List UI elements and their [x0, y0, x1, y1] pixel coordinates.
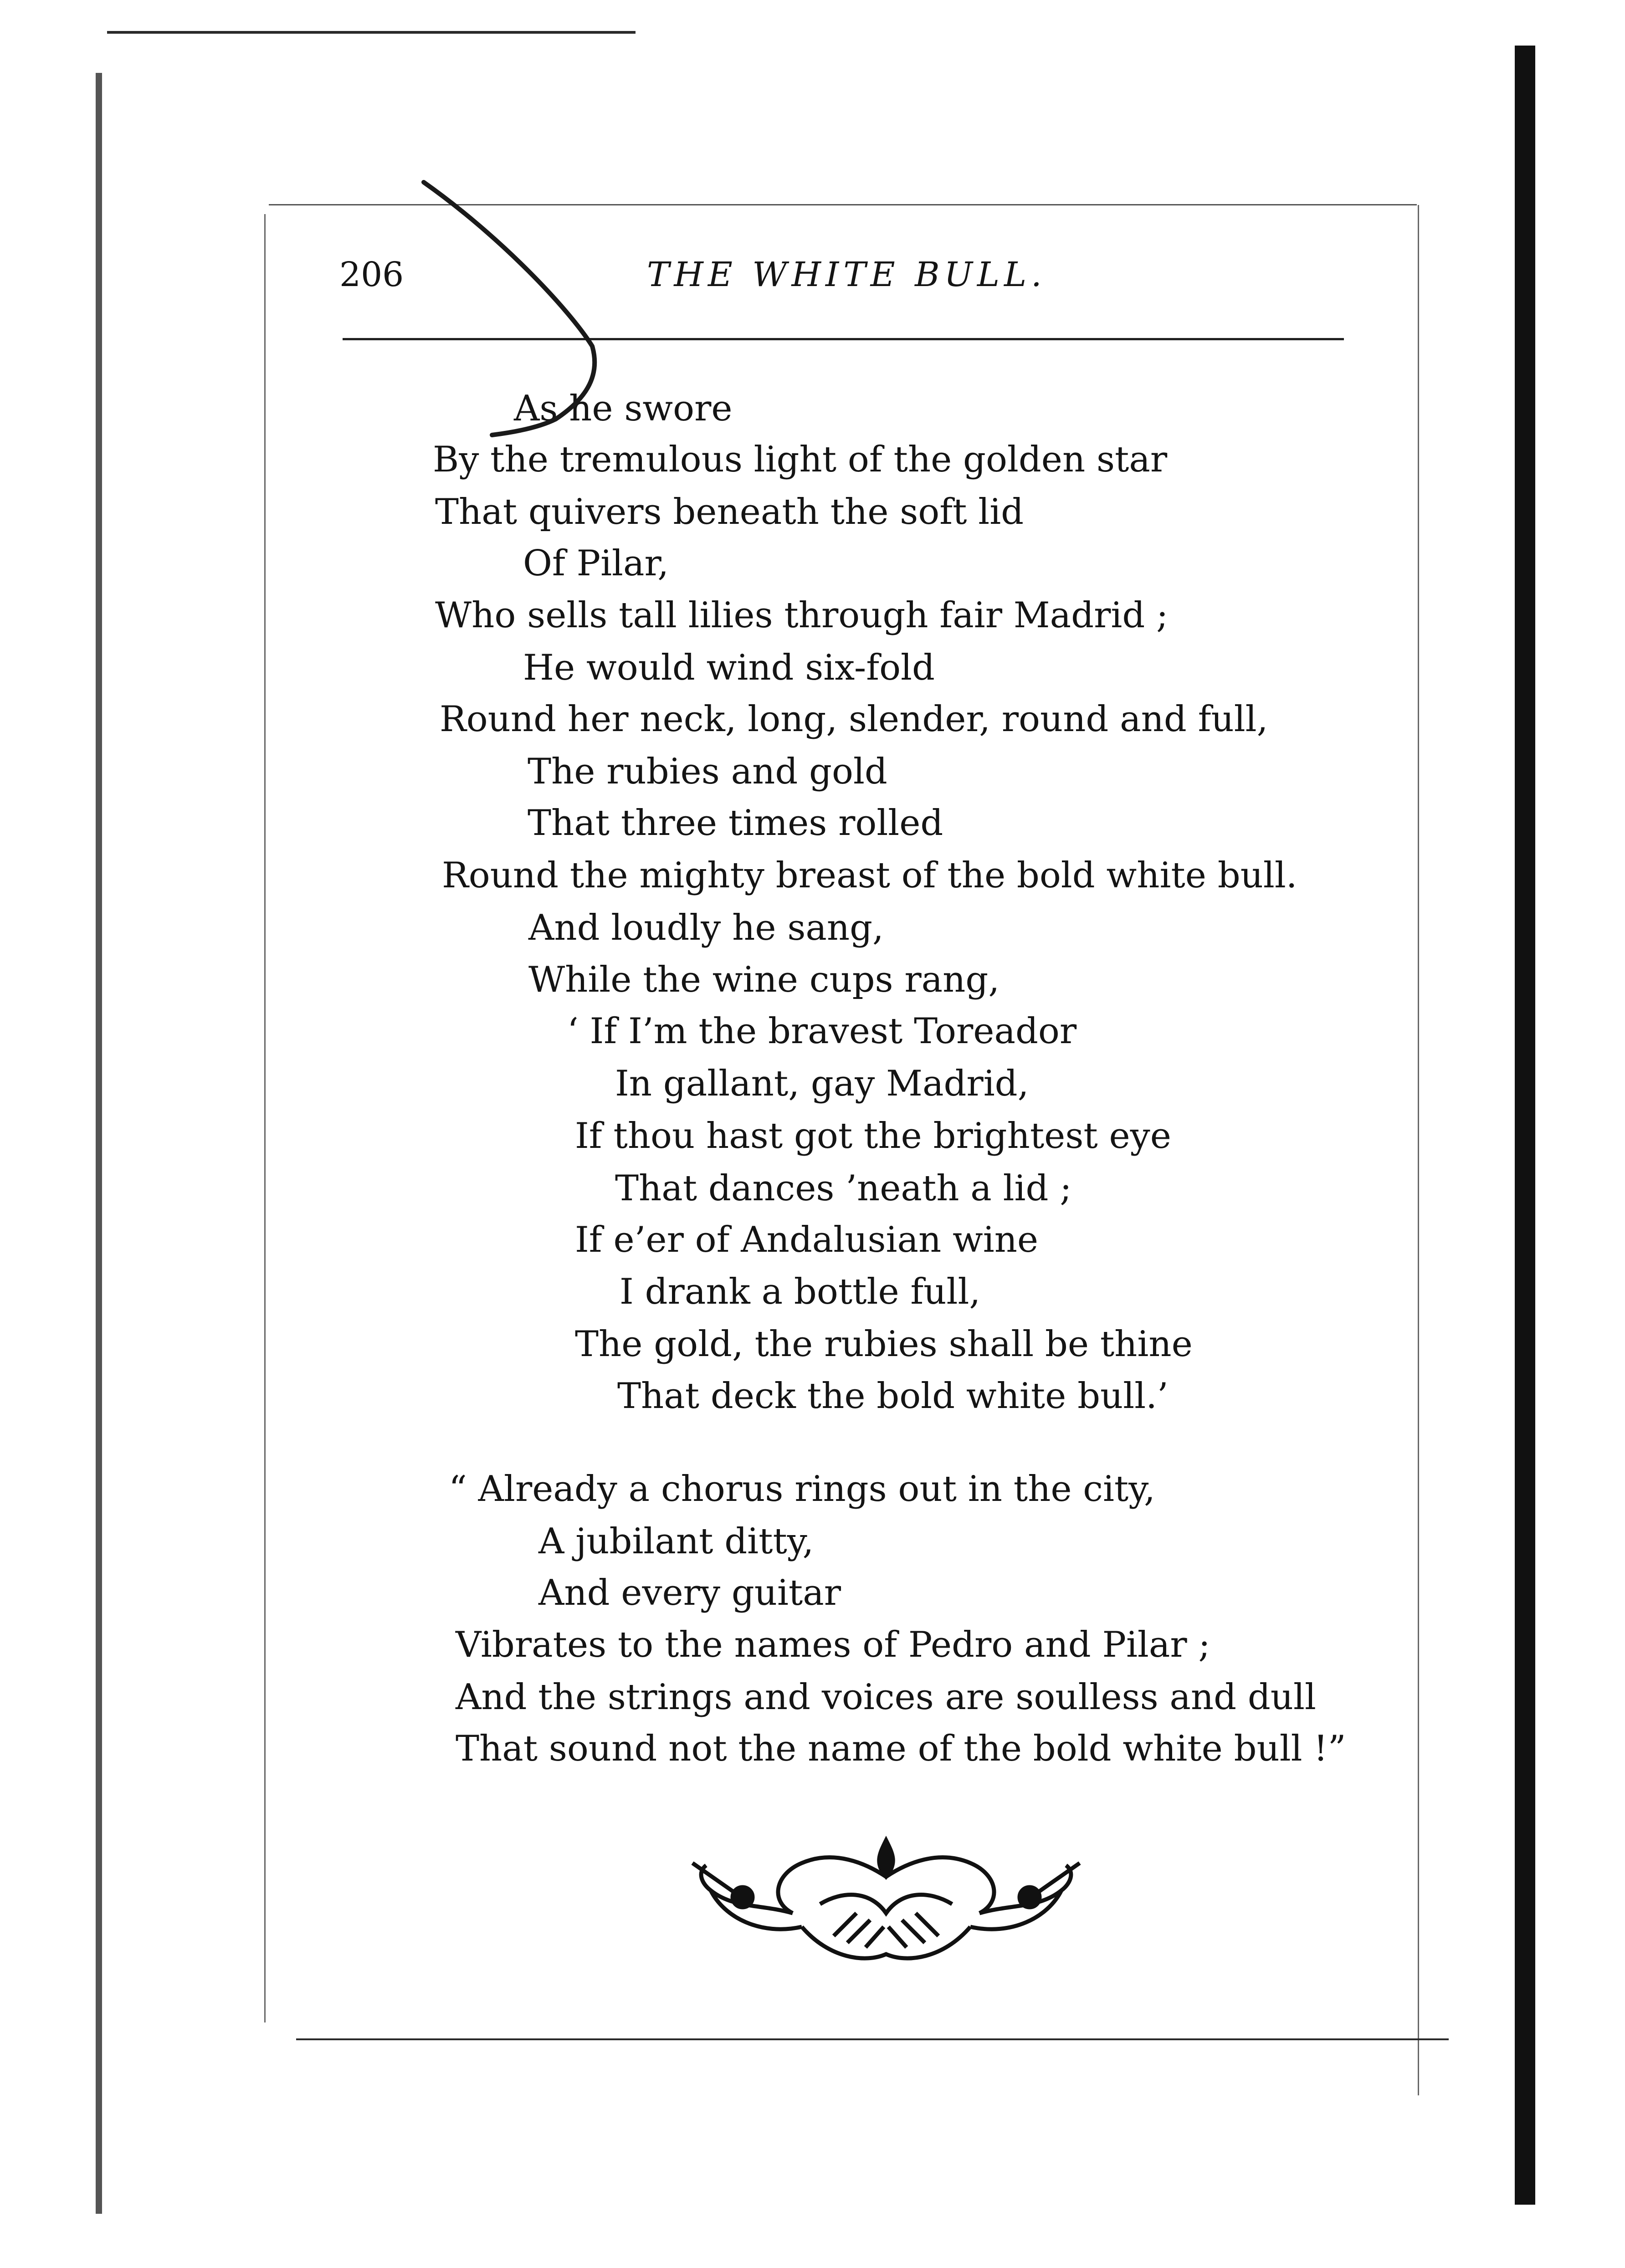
poem-line: That dances ’neath a lid ;: [615, 1168, 1072, 1209]
running-title: THE WHITE BULL.: [647, 255, 1046, 294]
left-binding-edge: [96, 73, 102, 2214]
frame-left-rule: [264, 214, 266, 2022]
poem-line: By the tremulous light of the golden star: [433, 439, 1168, 480]
header-rule: [343, 338, 1344, 340]
poem-line: If thou hast got the brightest eye: [575, 1116, 1171, 1157]
frame-bottom-rule: [296, 2038, 1449, 2040]
poem-line: ‘ If I’m the bravest Toreador: [567, 1011, 1077, 1052]
poem-line: In gallant, gay Madrid,: [615, 1063, 1029, 1104]
poem-line: And the strings and voices are soulless and dull: [456, 1677, 1316, 1718]
poem-line: If e’er of Andalusian wine: [575, 1219, 1039, 1260]
frame-right-rule: [1418, 205, 1419, 2095]
right-gutter-shadow: [1515, 46, 1535, 2205]
poem-line: And every guitar: [538, 1572, 841, 1613]
page-number: 206: [339, 255, 404, 294]
poem-line: That three times rolled: [528, 803, 943, 844]
poem-line: As he swore: [514, 388, 733, 429]
poem-line: That quivers beneath the soft lid: [435, 491, 1024, 532]
poem-line: That sound not the name of the bold white bull !”: [456, 1728, 1346, 1769]
poem-line: And loudly he sang,: [528, 907, 884, 948]
poem-line: “ Already a chorus rings out in the city,: [449, 1469, 1155, 1510]
poem-line: Round the mighty breast of the bold white bull.: [442, 855, 1297, 896]
poem-line: Round her neck, long, slender, round and full,: [440, 699, 1268, 740]
poem-line: Vibrates to the names of Pedro and Pilar ;: [456, 1624, 1210, 1665]
poem-line: I drank a bottle full,: [620, 1271, 981, 1312]
top-margin-rule: [107, 31, 636, 34]
poem-line: The gold, the rubies shall be thine: [575, 1324, 1193, 1365]
poem-line: He would wind six-fold: [523, 647, 935, 688]
poem-line: Of Pilar,: [523, 543, 669, 584]
poem-line: Who sells tall lilies through fair Madrid ;: [435, 595, 1169, 636]
poem-line: A jubilant ditty,: [538, 1521, 814, 1562]
frame-top-rule: [269, 204, 1417, 205]
floral-ornament-icon: [683, 1822, 1089, 1977]
poem-line: That deck the bold white bull.’: [617, 1376, 1169, 1417]
poem-line: The rubies and gold: [528, 751, 887, 792]
poem-line: While the wine cups rang,: [528, 959, 1000, 1000]
